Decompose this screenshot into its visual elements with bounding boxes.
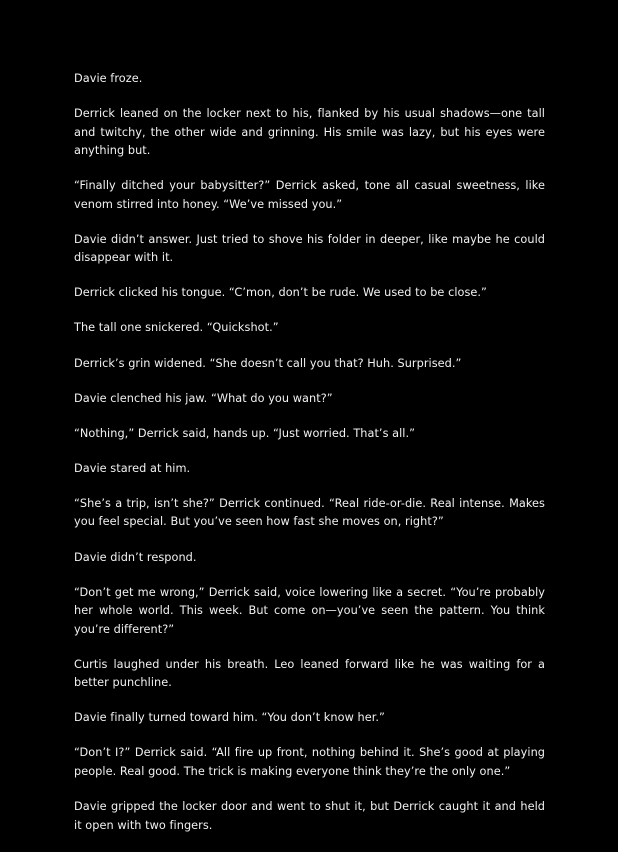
paragraph-9: “Nothing,” Derrick said, hands up. “Just worried. That’s all.” (74, 426, 416, 440)
paragraph-7: Derrick’s grin widened. “She doesn’t call you that? Huh. Surprised.” (74, 356, 462, 370)
paragraph-11: “She’s a trip, isn’t she?” Derrick continued. “Real ride-or-die. Real intense. Makes you feel special. But you’ve seen how fast she moves on, right?” (74, 496, 545, 529)
paragraph-15: Davie finally turned toward him. “You don’t know her.” (74, 711, 385, 725)
paragraph-2: Derrick leaned on the locker next to his, flanked by his usual shadows—one tall and twitchy, the other wide and grinning. His smile was lazy, but his eyes were anything but. (74, 107, 545, 158)
paragraph-13: “Don’t get me wrong,” Derrick said, voice lowering like a secret. “You’re probably her whole world. This week. But come on—you’ve seen the pattern. You think you’re different?” (74, 585, 545, 636)
paragraph-14: Curtis laughed under his breath. Leo leaned forward like he was waiting for a better punchline. (74, 657, 545, 690)
story-text-body (74, 70, 545, 852)
paragraph-3: “Finally ditched your babysitter?” Derrick asked, tone all casual sweetness, like venom stirred into honey. “We’ve missed you.” (74, 179, 545, 211)
paragraph-10: Davie stared at him. (74, 461, 191, 475)
paragraph-4: Davie didn’t answer. Just tried to shove his folder in deeper, like maybe he could disappear with it. (74, 232, 545, 265)
paragraph-12: Davie didn’t respond. (74, 550, 197, 564)
paragraph-16: “Don’t I?” Derrick said. “All fire up front, nothing behind it. She’s good at playing people. Real good. The trick is making everyone think they’re the only one.” (74, 746, 545, 778)
paragraph-5: Derrick clicked his tongue. “C’mon, don’t be rude. We used to be close.” (74, 286, 487, 300)
paragraph-6: The tall one snickered. “Quickshot.” (74, 321, 279, 335)
paragraph-1: Davie froze. (74, 72, 143, 85)
paragraph-17: Davie gripped the locker door and went to shut it, but Derrick caught it and held it open with two fingers. (74, 800, 545, 832)
paragraph-8: Davie clenched his jaw. “What do you want?” (74, 391, 333, 405)
